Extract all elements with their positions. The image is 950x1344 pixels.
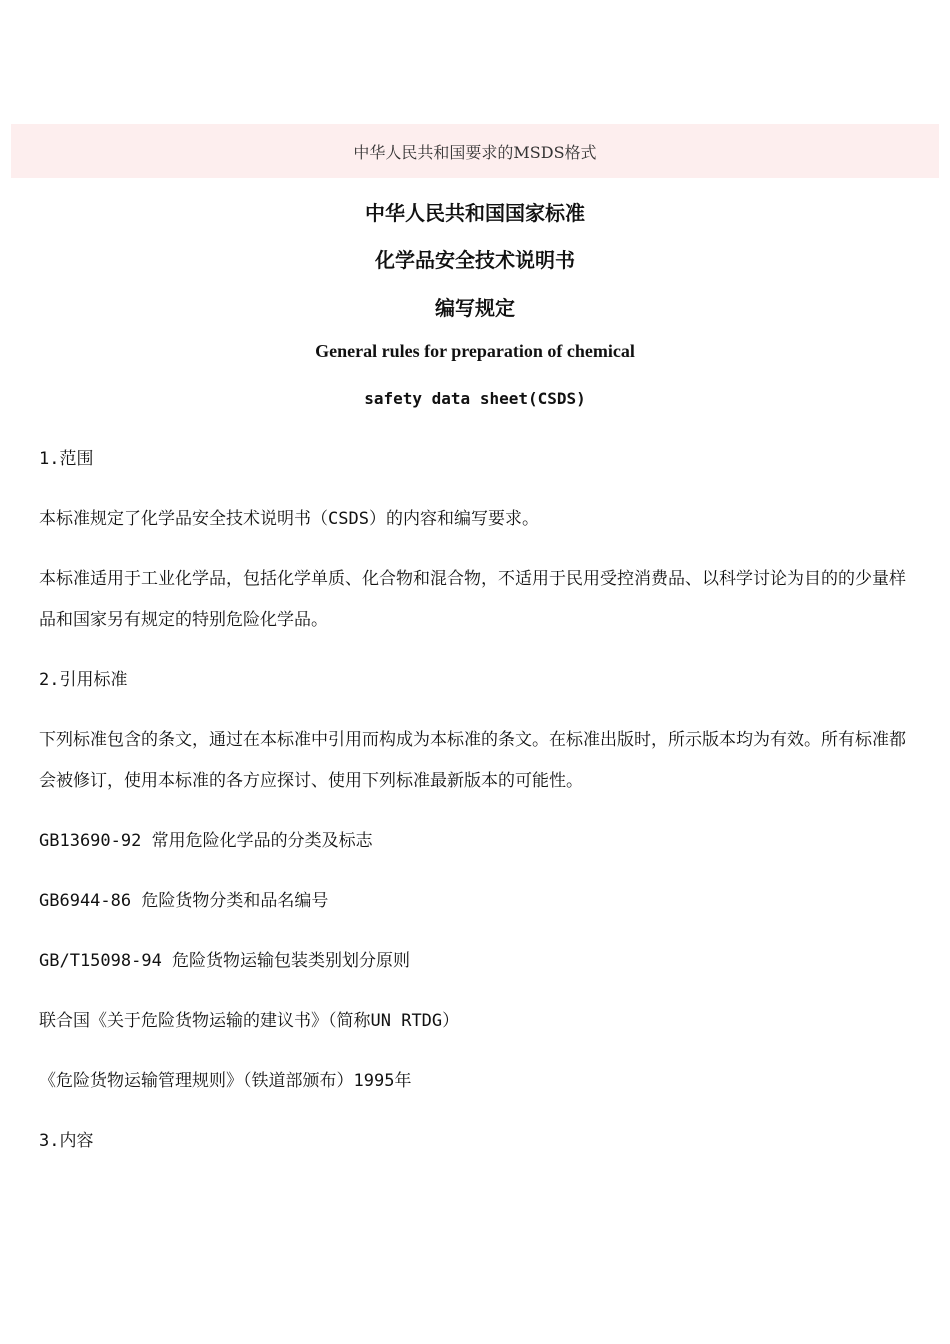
section-heading-references: 2.引用标准 xyxy=(39,670,128,690)
scope-paragraph-2: 本标准适用于工业化学品，包括化学单质、化合物和混合物，不适用于民用受控消费品、以科学讨论为目的的少量样品和国家另有规定的特别危险化学品。 xyxy=(39,569,906,630)
reference-item: 《危险货物运输管理规则》（铁道部颁布）1995年 xyxy=(39,1071,412,1091)
banner-text: 中华人民共和国要求的MSDS格式 xyxy=(353,142,597,162)
reference-item: GB6944-86 危险货物分类和品名编号 xyxy=(39,891,329,911)
title-standard: 中华人民共和国国家标准 xyxy=(365,201,585,225)
section-heading-scope: 1.范围 xyxy=(39,449,94,469)
section-heading-content: 3.内容 xyxy=(39,1131,94,1151)
document-banner xyxy=(11,124,939,178)
title-csds: 化学品安全技术说明书 xyxy=(375,248,575,272)
reference-item: GB/T15098-94 危险货物运输包装类别划分原则 xyxy=(39,951,411,971)
title-english-line2: safety data sheet(CSDS) xyxy=(364,389,586,408)
references-intro: 下列标准包含的条文，通过在本标准中引用而构成为本标准的条文。在标准出版时，所示版本均为有效。所有标准都会被修订，使用本标准的各方应探讨、使用下列标准最新版本的可能性。 xyxy=(39,730,906,791)
reference-item: 联合国《关于危险货物运输的建议书》（简称UN RTDG） xyxy=(39,1011,460,1031)
title-rules: 编写规定 xyxy=(435,296,515,320)
scope-paragraph-1: 本标准规定了化学品安全技术说明书（CSDS）的内容和编写要求。 xyxy=(39,509,539,529)
reference-item: GB13690-92 常用危险化学品的分类及标志 xyxy=(39,831,373,851)
title-english-line1: General rules for preparation of chemical xyxy=(315,341,635,361)
